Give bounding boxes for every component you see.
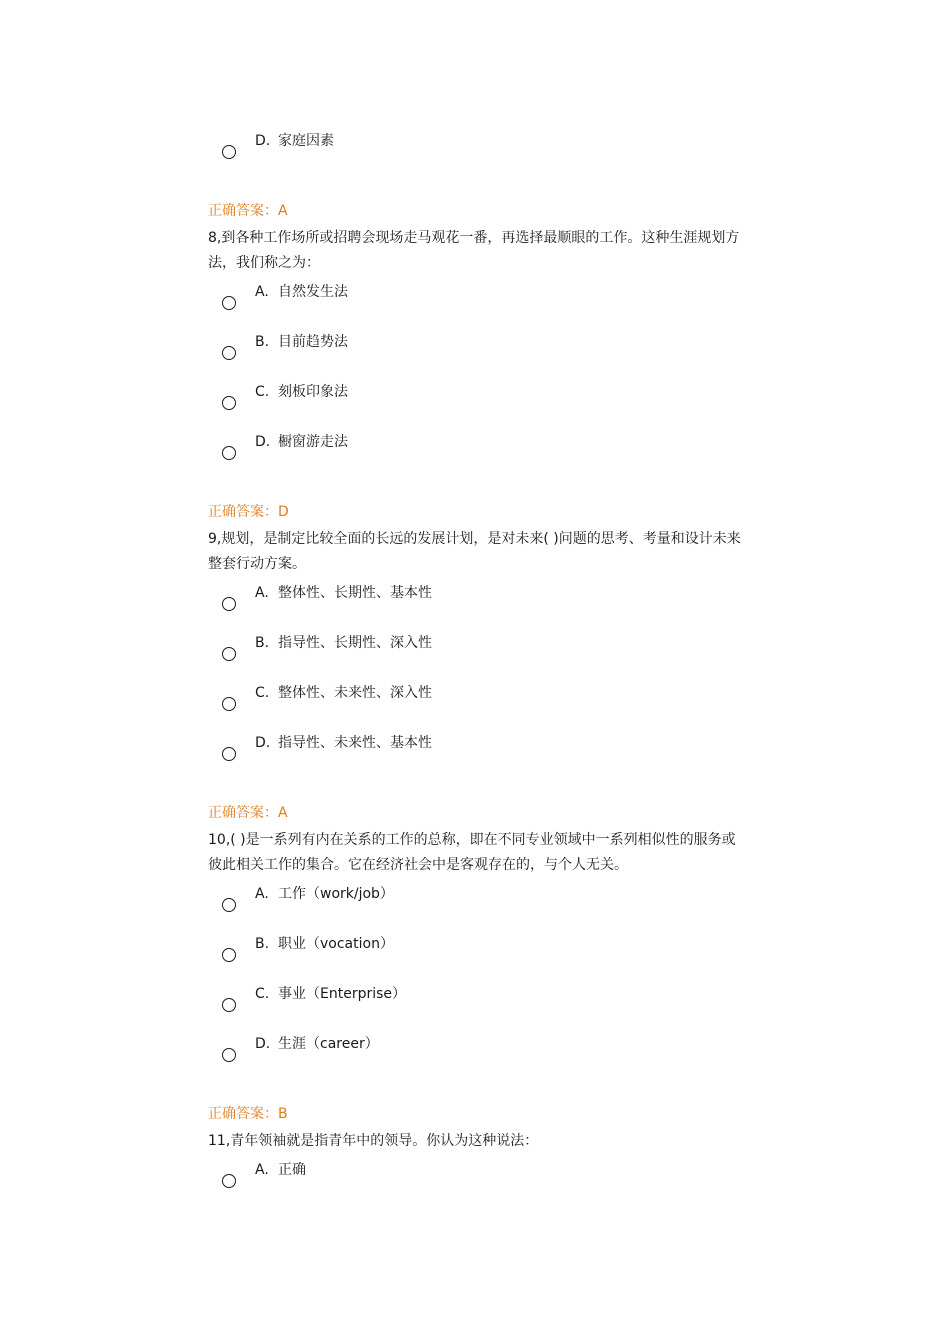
q10-option-b[interactable]: [222, 935, 742, 965]
radio-button[interactable]: [222, 898, 236, 912]
option-letter: A.: [255, 284, 269, 300]
q9-question-text: 9,规划，是制定比较全面的长远的发展计划，是对未来( )问题的思考、考量和设计未来整套行动方案。: [208, 531, 741, 572]
q8-option-b[interactable]: [222, 333, 742, 363]
radio-button[interactable]: [222, 1048, 236, 1062]
option-text: 目前趋势法: [278, 334, 348, 350]
q10-option-c[interactable]: [222, 985, 742, 1015]
option-text: 家庭因素: [278, 133, 334, 149]
q10-option-d[interactable]: [222, 1035, 742, 1065]
option-text: 橱窗游走法: [278, 434, 348, 450]
option-letter: D.: [255, 735, 271, 751]
option-text: 工作（work/job）: [278, 886, 394, 902]
q7-option-d[interactable]: [222, 132, 742, 162]
option-letter: A.: [255, 585, 269, 601]
option-letter: D.: [255, 434, 271, 450]
q10-question-text: 10,( )是一系列有内在关系的工作的总称，即在不同专业领域中一系列相似性的服务或彼此相关工作的集合。它在经济社会中是客观存在的，与个人无关。: [208, 832, 736, 873]
q9-option-a[interactable]: [222, 584, 742, 614]
q11-option-a[interactable]: [222, 1161, 742, 1191]
radio-button[interactable]: [222, 396, 236, 410]
option-letter: D.: [255, 1036, 271, 1052]
option-text: 职业（vocation）: [278, 936, 394, 952]
radio-button[interactable]: [222, 296, 236, 310]
radio-button[interactable]: [222, 697, 236, 711]
q8-correct-answer: 正确答案：D: [208, 504, 289, 520]
option-letter: C.: [255, 384, 270, 400]
q7-correct-answer: 正确答案：A: [208, 203, 288, 219]
radio-button[interactable]: [222, 145, 236, 159]
q8-question-text: 8,到各种工作场所或招聘会现场走马观花一番，再选择最顺眼的工作。这种生涯规划方法，我们称之为：: [208, 230, 740, 271]
option-letter: D.: [255, 133, 271, 149]
radio-button[interactable]: [222, 747, 236, 761]
option-letter: C.: [255, 685, 270, 701]
option-text: 整体性、长期性、基本性: [278, 585, 432, 601]
option-letter: B.: [255, 334, 270, 350]
q10-option-a[interactable]: [222, 885, 742, 915]
q9-option-b[interactable]: [222, 634, 742, 664]
option-text: 指导性、未来性、基本性: [278, 735, 432, 751]
radio-button[interactable]: [222, 647, 236, 661]
q9-correct-answer: 正确答案：A: [208, 805, 288, 821]
q11-question-text: 11,青年领袖就是指青年中的领导。你认为这种说法：: [208, 1133, 539, 1149]
q8-option-c[interactable]: [222, 383, 742, 413]
q9-option-d[interactable]: [222, 734, 742, 764]
q9-option-c[interactable]: [222, 684, 742, 714]
option-text: 整体性、未来性、深入性: [278, 685, 432, 701]
q8-option-a[interactable]: [222, 283, 742, 313]
option-text: 生涯（career）: [278, 1036, 379, 1052]
option-letter: B.: [255, 936, 270, 952]
option-text: 刻板印象法: [278, 384, 348, 400]
option-text: 正确: [278, 1162, 306, 1178]
option-letter: B.: [255, 635, 270, 651]
option-letter: C.: [255, 986, 270, 1002]
q8-option-d[interactable]: [222, 433, 742, 463]
option-letter: A.: [255, 1162, 269, 1178]
option-text: 自然发生法: [278, 284, 348, 300]
radio-button[interactable]: [222, 948, 236, 962]
option-text: 事业（Enterprise）: [278, 986, 407, 1002]
radio-button[interactable]: [222, 446, 236, 460]
option-text: 指导性、长期性、深入性: [278, 635, 432, 651]
option-letter: A.: [255, 886, 269, 902]
radio-button[interactable]: [222, 998, 236, 1012]
radio-button[interactable]: [222, 346, 236, 360]
radio-button[interactable]: [222, 1174, 236, 1188]
q10-correct-answer: 正确答案：B: [208, 1106, 288, 1122]
radio-button[interactable]: [222, 597, 236, 611]
